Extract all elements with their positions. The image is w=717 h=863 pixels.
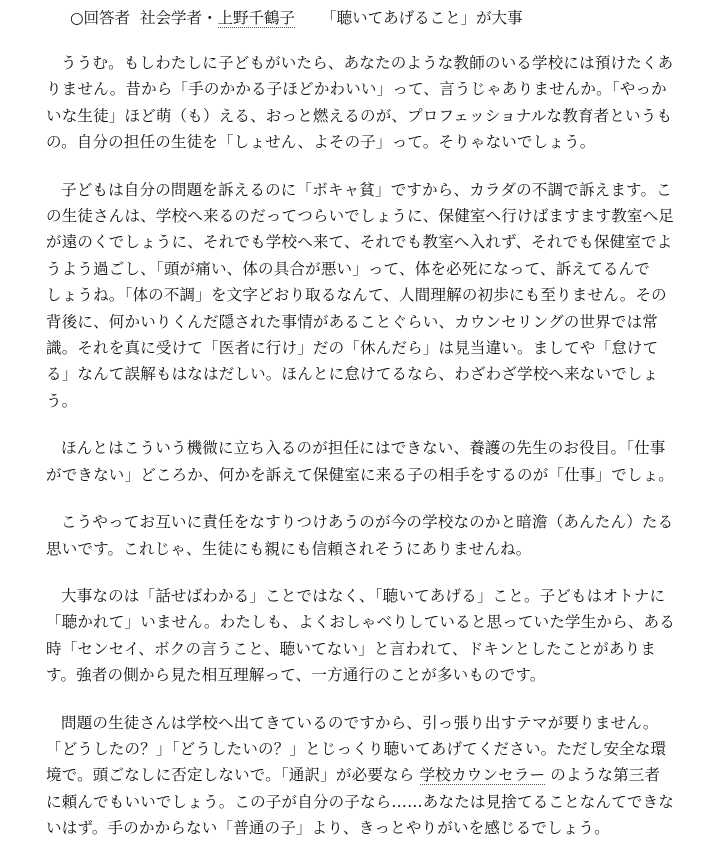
text-line: 子どもは自分の問題を訴えるのに「ボキャ貧」ですから、カラダの不調で訴えます。こ: [61, 180, 672, 199]
text-line: こうやってお互いに責任をなすりつけあうのが今の学校なのかと暗澹（あんたん）たる: [61, 513, 674, 532]
article: [8, 6, 708, 863]
paragraph-2: [8, 177, 708, 415]
text-line: 「聴かれて」いません。わたしも、よくおしゃべりしていると思っていた学生から、ある: [46, 613, 675, 632]
text-line: に頼んでもいいでしょう。この子が自分の子なら……あなたは見捨てることなんてできな: [46, 792, 675, 811]
text-line: が遠のくでしょうに、それでも学校へ来て、それでも教室へ入れず、それでも保健室でよ: [46, 233, 673, 252]
text-line: ううむ。もしわたしに子どもがいたら、あなたのような教師のいる学校には預けたくあ: [61, 54, 674, 72]
paragraph-1: [8, 50, 708, 156]
text-line-with-link: [46, 762, 706, 788]
text-line: 問題の生徒さんは学校へ出てきているのですから、引っ張り出すテマが要りません。: [61, 713, 659, 732]
text-line: う。: [46, 391, 78, 410]
text-line: 時「センセイ、ボクの言うこと、聴いてない」と言われて、ドキンとしたことがありま: [46, 639, 656, 658]
text-line: うよう過ごし、「頭が痛い、体の具合が悪い」って、体を必死になって、訴えてるんで: [46, 259, 650, 278]
text-line: 背後に、何かいりくんだ隠された事情があることぐらい、カウンセリングの世界では常: [46, 312, 658, 331]
text-line: いな生徒」ほど萌（も）える、おっと燃えるのが、プロフェッショナルな教育者というも: [46, 106, 673, 125]
paragraph-6: [8, 710, 708, 842]
text-line: の。自分の担任の生徒を「しょせん、よその子」って。そりゃないでしょう。: [46, 133, 596, 152]
text-line: の生徒さんは、学校へ来るのだってつらいでしょうに、保健室へ行けばますます教室へ足: [46, 207, 675, 226]
text-line: いはず。手のかからない「普通の子」より、きっとやりがいを感じるでしょう。: [46, 819, 610, 838]
paragraph-4: [8, 509, 708, 562]
respondent-name-link[interactable]: 上野千鶴子: [217, 9, 296, 27]
link-line-prefix: 境で。頭ごなしに否定しないで。「通訳」が必要なら: [46, 766, 420, 785]
school-counselor-link[interactable]: 学校カウンセラー: [419, 766, 546, 785]
paragraph-3: [8, 435, 708, 488]
respondent-role: 社会学者・: [140, 9, 218, 27]
text-line: しょうね。「体の不調」を文字どおり取るなんて、人間理解の初歩にも至りません。その: [46, 286, 667, 305]
link-line-suffix: のような第三者: [545, 766, 661, 785]
text-line: す。強者の側から見た相互理解って、一方通行のことが多いものです。: [46, 666, 546, 685]
text-line: 大事なのは「話せばわかる」ことではなく、「聴いてあげる」こと。子どもはオトナに: [61, 586, 666, 605]
text-line: 識。それを真に受けて「医者に行け」だの「休んだら」は見当違い。ましてや「怠けて: [46, 339, 659, 358]
text-line: ができない」どころか、何かを訴えて保健室に来る子の相手をするのが「仕事」でしょ。: [46, 465, 675, 484]
text-line: りません。昔から「手のかかる子ほどかわいい」って、言うじゃありませんか。「やっか: [46, 80, 667, 99]
text-line: ほんとはこういう機微に立ち入るのが担任にはできない、養護の先生のお役目。「仕事: [61, 439, 666, 458]
text-line: る」なんて誤解もはなはだしい。ほんとに怠けてるなら、わざわざ学校へ来ないでしょ: [46, 365, 659, 384]
paragraph-5: [8, 583, 708, 689]
answer-header: [8, 6, 708, 30]
text-line: 「どうしたの？」「どうしたいの？」とじっくり聴いてあげてください。ただし安全な環: [46, 739, 667, 758]
respondent-label: ○回答者: [70, 9, 131, 27]
answer-title: 「聴いてあげること」が大事: [321, 9, 523, 27]
text-line: 思いです。これじゃ、生徒にも親にも信頼されそうにありませんね。: [46, 539, 532, 558]
